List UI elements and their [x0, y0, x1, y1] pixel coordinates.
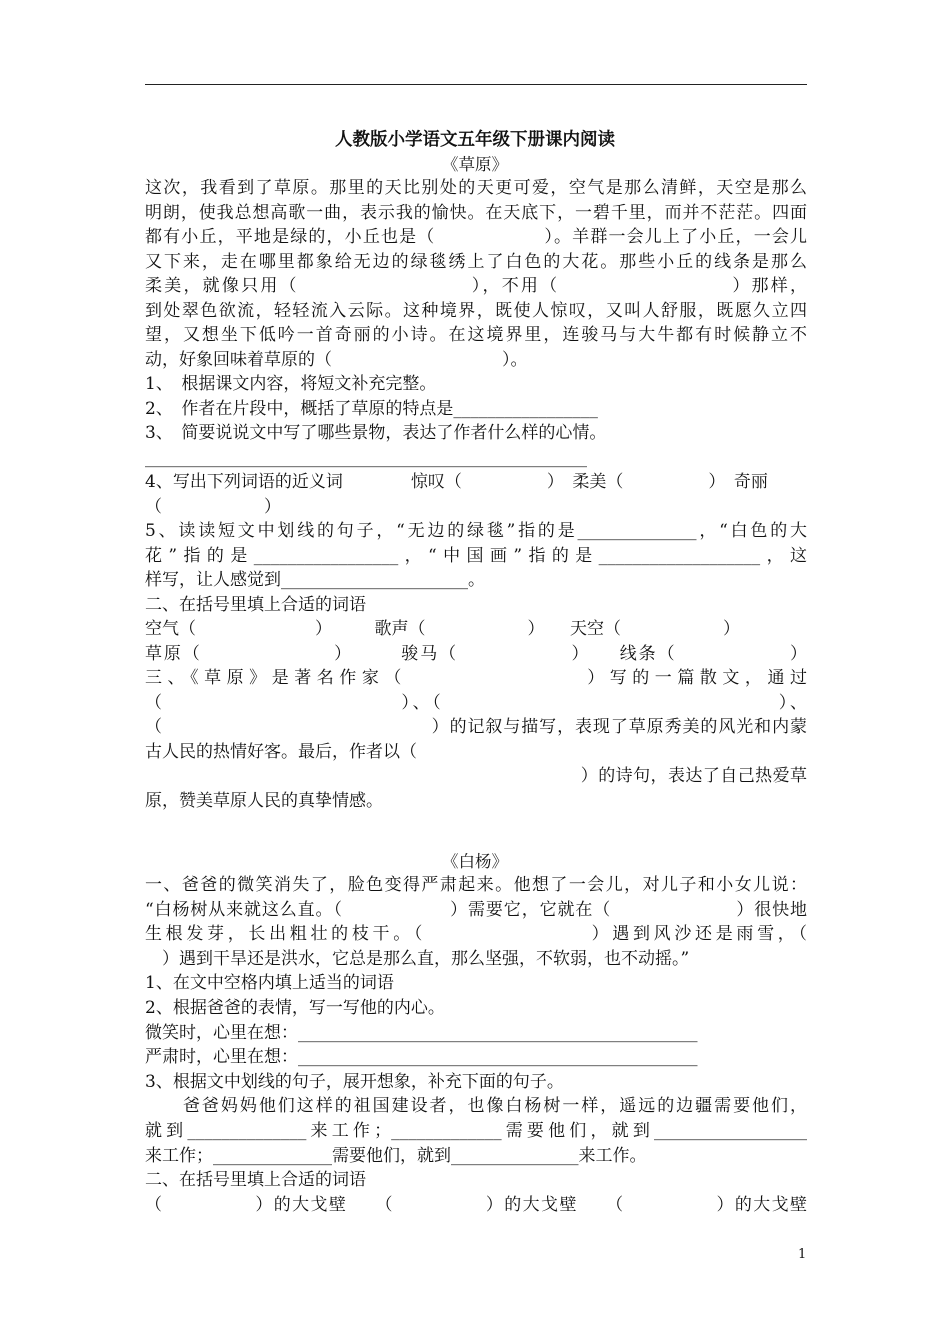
page-number: 1 — [798, 1247, 807, 1262]
text-line: （ ）的记叙与描写，表现了草原秀美的风光和内蒙 — [145, 717, 807, 737]
text-line: 原，赞美草原人民的真挚情感。 — [145, 790, 383, 811]
text-line: 古人民的热情好客。最后，作者以（ — [145, 741, 417, 762]
caoyuan-heading: 《草原》 — [442, 155, 508, 174]
text-line: ）的诗句，表达了自己热爱草 — [145, 766, 807, 786]
text-line: 到处翠色欲流，轻轻流入云际。这种境界，既使人惊叹，又叫人舒服，既愿久立四 — [145, 300, 807, 321]
text-line: （ ）的大戈壁 （ ）的大戈壁 （ ）的大戈壁 — [145, 1194, 807, 1215]
text-line: 二、在括号里填上合适的词语 — [145, 1170, 366, 1191]
document-title: 人教版小学语文五年级下册课内阅读 — [335, 130, 615, 150]
text-line: 望，又想坐下低吟一首奇丽的小诗。在这境界里，连骏马与大牛都有时候静立不 — [145, 325, 807, 345]
text-line: （ ）、（ ）、 — [145, 692, 807, 713]
text-line: 空气（ ） 歌声（ ） 天空（ ） — [145, 619, 740, 639]
text-line: ）遇到干旱还是洪水，它总是那么直，那么坚强，不软弱，也不动摇。” — [145, 948, 690, 969]
text-line: 样写，让人感觉到______________________。 — [145, 570, 485, 590]
text-line: 严肃时，心里在想：_______________________________________________ — [145, 1047, 698, 1068]
text-line: 一、爸爸的微笑消失了，脸色变得严肃起来。他想了一会儿，对儿子和小女儿说： — [145, 875, 807, 895]
text-line: 3、 简要说说文中写了哪些景物，表达了作者什么样的心情。 — [145, 423, 607, 443]
text-line: 动，好象回味着草原的（ ）。 — [145, 349, 528, 370]
text-line: 明朗，使我总想高歌一曲，表示我的愉快。在天底下，一碧千里，而并不茫茫。四面 — [145, 202, 807, 223]
text-line: 花”指的是_________________，“中国画”指的是___________________，这 — [145, 545, 807, 566]
text-line: ____________________________________________________ — [145, 447, 587, 468]
text-line: 1、 根据课文内容，将短文补充完整。 — [145, 374, 437, 394]
text-line: “白杨树从来就这么直。（ ）需要它，它就在（ ）很快地 — [145, 899, 807, 920]
header-rule — [145, 84, 807, 85]
text-line: 二、在括号里填上合适的词语 — [145, 594, 366, 615]
text-line: 5、读读短文中划线的句子，“无边的绿毯”指的是______________，“白色的大 — [145, 521, 807, 541]
text-line: 2、 作者在片段中，概括了草原的特点是_________________ — [145, 398, 598, 419]
text-line: 来工作；______________需要他们，就到_______________来工作。 — [145, 1145, 647, 1166]
text-line: 3、根据文中划线的句子，展开想象，补充下面的句子。 — [145, 1071, 564, 1092]
text-line: 生根发芽，长出粗壮的枝干。（ ）遇到风沙还是雨雪，（ — [145, 924, 807, 945]
text-line: 就到______________来工作；_____________需要他们，就到__________________ — [145, 1121, 807, 1141]
text-line: 草原（ ） 骏马（ ） 线条（ ） — [145, 643, 807, 664]
text-line: 1、在文中空格内填上适当的词语 — [145, 973, 394, 994]
text-line: 柔美，就像只用（ ），不用（ ）那样， — [145, 276, 807, 296]
text-line: 都有小丘，平地是绿的，小丘也是（ ）。羊群一会儿上了小丘，一会儿 — [145, 227, 807, 247]
text-line: 这次，我看到了草原。那里的天比别处的天更可爱，空气是那么清鲜，天空是那么 — [145, 178, 807, 198]
text-line: 爸爸妈妈他们这样的祖国建设者，也像白杨树一样，遥远的边疆需要他们， — [145, 1096, 807, 1117]
text-line: 4、写出下列词语的近义词 惊叹（ ） 柔美（ ） 奇丽 — [145, 472, 768, 492]
text-line: 三、《草原》是著名作家（ ）写的一篇散文，通过 — [145, 668, 807, 688]
baiyang-heading: 《白杨》 — [442, 852, 508, 871]
text-line: 微笑时，心里在想：_______________________________________________ — [145, 1022, 698, 1043]
text-line: 又下来，走在哪里都象给无边的绿毯绣上了白色的大花。那些小丘的线条是那么 — [145, 251, 807, 272]
text-line: 2、根据爸爸的表情，写一写他的内心。 — [145, 998, 445, 1018]
text-line: （ ） — [145, 496, 281, 517]
